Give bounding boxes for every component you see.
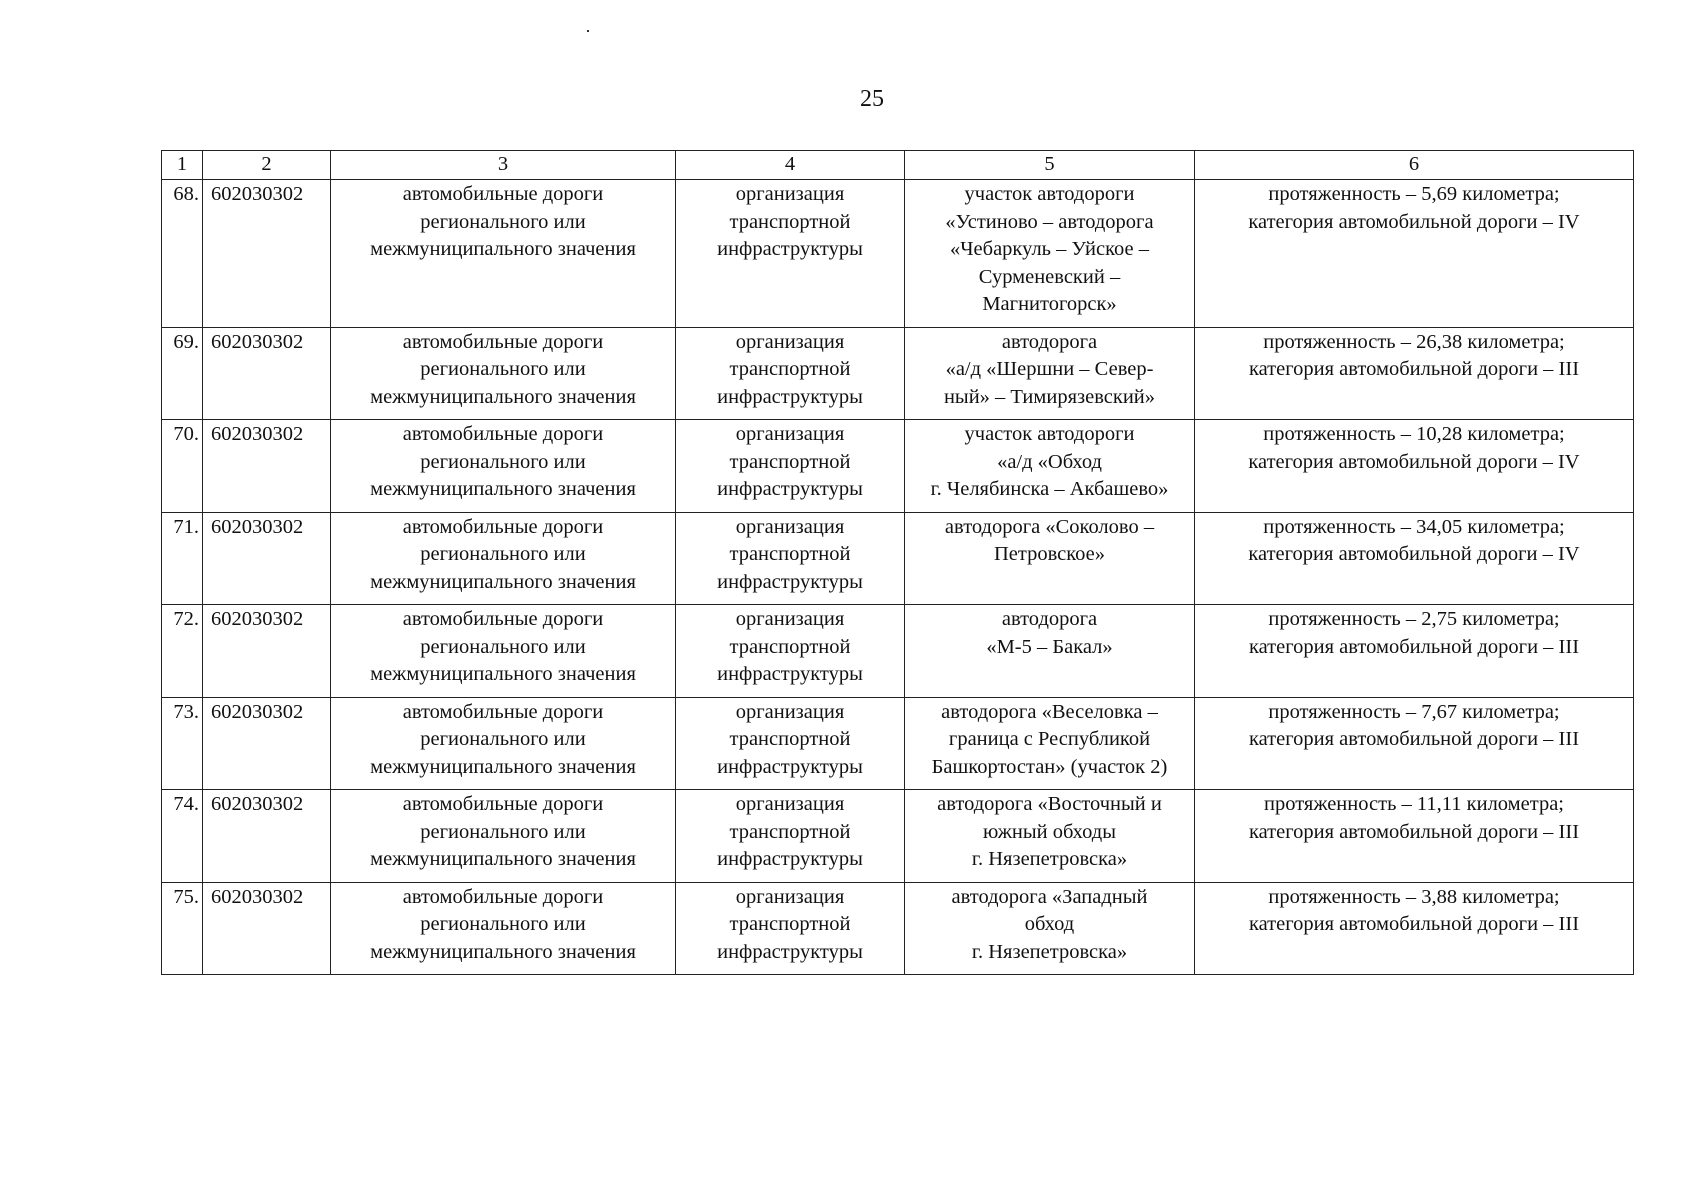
row-object-type: автомобильные дороги регионального или межмуниципального значения bbox=[331, 697, 676, 790]
row-characteristics: протяженность – 7,67 километра; категория автомобильной дороги – III bbox=[1195, 697, 1634, 790]
row-category: организация транспортной инфраструктуры bbox=[676, 420, 905, 513]
row-code: 602030302 bbox=[203, 605, 331, 698]
table-header-row bbox=[162, 151, 1634, 180]
row-number: 72. bbox=[162, 605, 203, 698]
column-header-5: 5 bbox=[905, 151, 1195, 180]
column-header-1: 1 bbox=[162, 151, 203, 180]
document-table bbox=[161, 150, 1634, 975]
row-category: организация транспортной инфраструктуры bbox=[676, 882, 905, 975]
row-category: организация транспортной инфраструктуры bbox=[676, 697, 905, 790]
row-code: 602030302 bbox=[203, 512, 331, 605]
row-code: 602030302 bbox=[203, 697, 331, 790]
table-row bbox=[162, 697, 1634, 790]
row-category: организация транспортной инфраструктуры bbox=[676, 327, 905, 420]
row-object-name: участок автодороги «а/д «Обход г. Челябинска – Акбашево» bbox=[905, 420, 1195, 513]
page-number: 25 bbox=[860, 86, 884, 112]
row-object-name: автодорога «М-5 – Бакал» bbox=[905, 605, 1195, 698]
row-object-name: участок автодороги «Устиново – автодорога «Чебаркуль – Уйское – Сурменевский – Магнитогорск» bbox=[905, 180, 1195, 328]
row-characteristics: протяженность – 26,38 километра; категория автомобильной дороги – III bbox=[1195, 327, 1634, 420]
table-row bbox=[162, 420, 1634, 513]
row-object-name: автодорога «Веселовка – граница с Республикой Башкортостан» (участок 2) bbox=[905, 697, 1195, 790]
row-object-name: автодорога «а/д «Шершни – Север- ный» – Тимирязевский» bbox=[905, 327, 1195, 420]
row-code: 602030302 bbox=[203, 882, 331, 975]
row-object-name: автодорога «Восточный и южный обходы г. Нязепетровска» bbox=[905, 790, 1195, 883]
column-header-2: 2 bbox=[203, 151, 331, 180]
row-code: 602030302 bbox=[203, 790, 331, 883]
table-row bbox=[162, 512, 1634, 605]
row-code: 602030302 bbox=[203, 180, 331, 328]
table-row bbox=[162, 605, 1634, 698]
row-object-type: автомобильные дороги регионального или межмуниципального значения bbox=[331, 605, 676, 698]
row-category: организация транспортной инфраструктуры bbox=[676, 790, 905, 883]
column-header-4: 4 bbox=[676, 151, 905, 180]
row-characteristics: протяженность – 2,75 километра; категория автомобильной дороги – III bbox=[1195, 605, 1634, 698]
row-category: организация транспортной инфраструктуры bbox=[676, 512, 905, 605]
table-row bbox=[162, 180, 1634, 328]
row-object-type: автомобильные дороги регионального или межмуниципального значения bbox=[331, 420, 676, 513]
row-number: 75. bbox=[162, 882, 203, 975]
column-header-6: 6 bbox=[1195, 151, 1634, 180]
row-code: 602030302 bbox=[203, 420, 331, 513]
row-characteristics: протяженность – 3,88 километра; категория автомобильной дороги – III bbox=[1195, 882, 1634, 975]
row-object-type: автомобильные дороги регионального или межмуниципального значения bbox=[331, 512, 676, 605]
row-category: организация транспортной инфраструктуры bbox=[676, 605, 905, 698]
row-object-name: автодорога «Соколово – Петровское» bbox=[905, 512, 1195, 605]
table-row bbox=[162, 327, 1634, 420]
row-number: 71. bbox=[162, 512, 203, 605]
row-object-type: автомобильные дороги регионального или межмуниципального значения bbox=[331, 180, 676, 328]
table-row bbox=[162, 790, 1634, 883]
row-code: 602030302 bbox=[203, 327, 331, 420]
row-number: 70. bbox=[162, 420, 203, 513]
row-characteristics: протяженность – 10,28 километра; категория автомобильной дороги – IV bbox=[1195, 420, 1634, 513]
row-number: 73. bbox=[162, 697, 203, 790]
row-object-type: автомобильные дороги регионального или межмуниципального значения bbox=[331, 327, 676, 420]
row-object-type: автомобильные дороги регионального или межмуниципального значения bbox=[331, 790, 676, 883]
row-number: 69. bbox=[162, 327, 203, 420]
scan-speck bbox=[587, 30, 589, 32]
row-number: 68. bbox=[162, 180, 203, 328]
table-row bbox=[162, 882, 1634, 975]
row-number: 74. bbox=[162, 790, 203, 883]
row-category: организация транспортной инфраструктуры bbox=[676, 180, 905, 328]
row-object-name: автодорога «Западный обход г. Нязепетровска» bbox=[905, 882, 1195, 975]
row-characteristics: протяженность – 34,05 километра; категория автомобильной дороги – IV bbox=[1195, 512, 1634, 605]
row-characteristics: протяженность – 5,69 километра; категория автомобильной дороги – IV bbox=[1195, 180, 1634, 328]
column-header-3: 3 bbox=[331, 151, 676, 180]
row-characteristics: протяженность – 11,11 километра; категория автомобильной дороги – III bbox=[1195, 790, 1634, 883]
row-object-type: автомобильные дороги регионального или межмуниципального значения bbox=[331, 882, 676, 975]
